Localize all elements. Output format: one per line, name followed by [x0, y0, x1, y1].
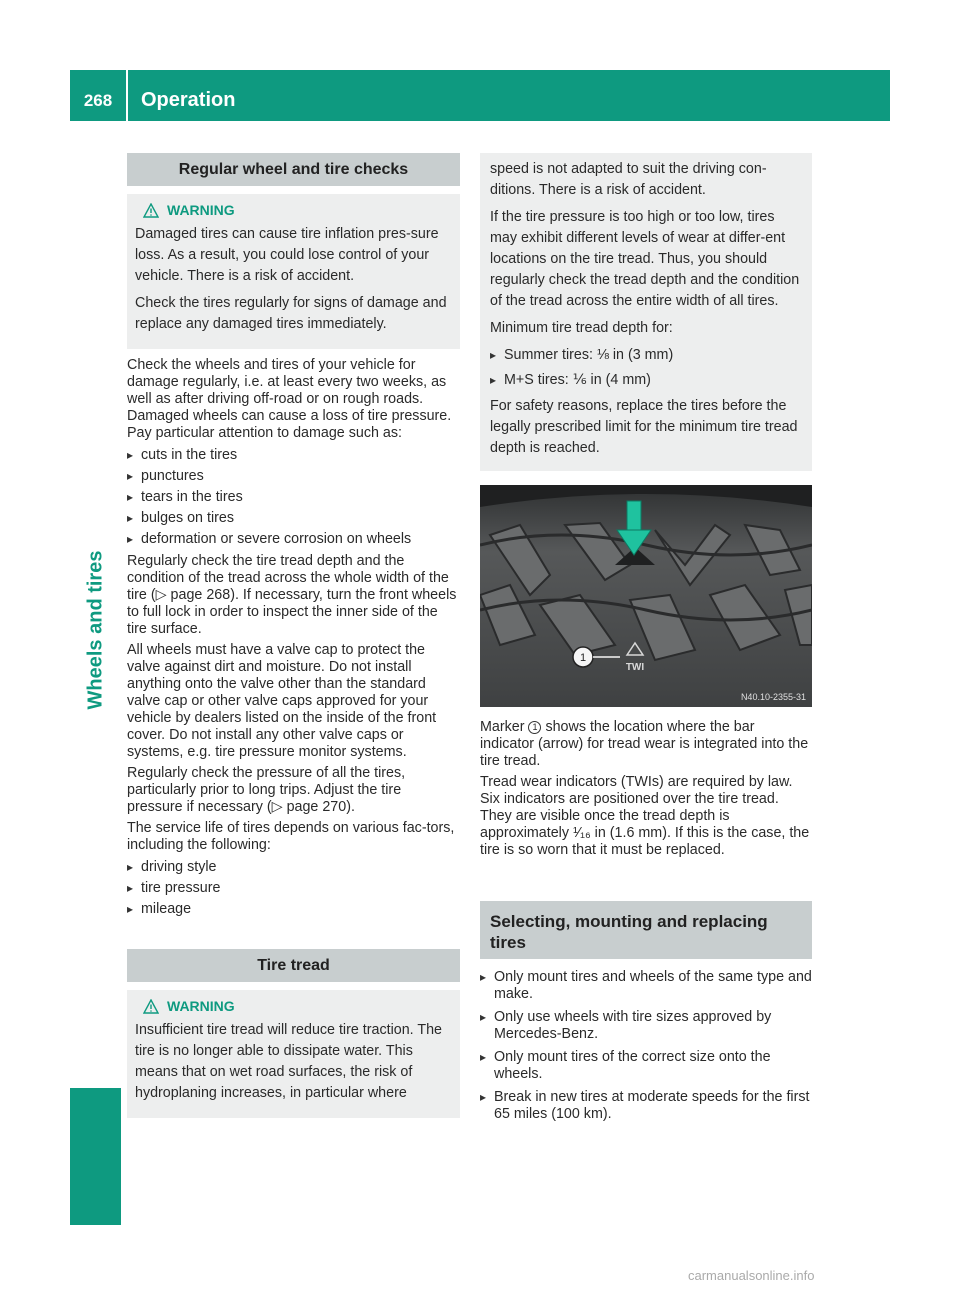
body-twi — [480, 719, 812, 859]
list-item: ▸ Only mount tires and wheels of the same type and make. — [480, 969, 812, 1003]
list-item: ▸ driving style — [127, 859, 460, 876]
twi-label: TWI — [625, 662, 645, 673]
warning-label: WARNING — [167, 202, 235, 218]
warning-box-continued — [480, 153, 812, 471]
warning-header — [143, 202, 452, 218]
list-item: ▸ mileage — [127, 901, 460, 918]
factors-list — [127, 859, 460, 918]
heading-selecting-tires: Selecting, mounting and replacing tires — [480, 901, 812, 959]
paragraph: Marker 1 shows the location where the bar indicator (arrow) for tread wear is integrated into the tire tread. — [480, 719, 809, 769]
warning-box-damaged-tires — [127, 194, 460, 349]
list-item: ▸ punctures — [127, 468, 460, 485]
figure-code: N40.10-2355-31 — [740, 692, 806, 702]
warning-text: Minimum tire tread depth for: — [490, 320, 673, 336]
heading-regular-checks: Regular wheel and tire checks — [127, 153, 460, 186]
list-item: ▸ cuts in the tires — [127, 447, 460, 464]
right-column — [480, 153, 812, 1129]
warning-text: Insufficient tire tread will reduce tire traction. The tire is no longer able to dissipate water. This means that on wet road surfaces, the risk of hydroplaning increases, in particular where — [135, 1022, 442, 1101]
warning-text: If the tire pressure is too high or too low, tires may exhibit different levels of wear at differ-ent locations on the tire tread. Thus, you should regularly check the tread depth and the condition of the tread across the entire width of all tires. — [490, 209, 800, 309]
warning-text: For safety reasons, replace the tires before the legally prescribed limit for the minimum tire tread depth is reached. — [490, 398, 798, 456]
left-column — [127, 153, 460, 1118]
damage-list — [127, 447, 460, 548]
paragraph: All wheels must have a valve cap to protect the valve against dirt and moisture. Do not install anything onto the valve other than the standard valve cap or other valve caps approved for your vehicle by dealers listed on the inside of the front cover. Do not install any other valve caps or systems, e.g. tire pressure monitor systems. — [127, 642, 437, 760]
depth-list — [490, 345, 804, 391]
list-item: ▸ Break in new tires at moderate speeds for the first 65 miles (100 km). — [480, 1089, 812, 1123]
list-item: ▸ Summer tires: ⅛ in (3 mm) — [490, 345, 804, 366]
paragraph: Check the wheels and tires of your vehicle for damage regularly, i.e. at least every two weeks, as well as after driving off-road or on rough roads. Damaged wheels can cause a loss of tire pressure. Pay particular attention to damage such as: — [127, 357, 452, 441]
mounting-list — [480, 969, 812, 1123]
warning-text: Damaged tires can cause tire inflation pres-sure loss. As a result, you could lose control of your vehicle. There is a risk of accident. — [135, 226, 439, 284]
warning-box-tire-tread — [127, 990, 460, 1118]
list-item: ▸ tears in the tires — [127, 489, 460, 506]
list-item: ▸ Only mount tires of the correct size onto the wheels. — [480, 1049, 812, 1083]
warning-triangle-icon — [143, 203, 159, 218]
tire-tread-illustration — [480, 485, 812, 707]
tire-tread-figure — [480, 485, 812, 707]
body-regular-checks — [127, 357, 460, 918]
list-item: ▸ deformation or severe corrosion on wheels — [127, 531, 460, 548]
warning-triangle-icon — [143, 999, 159, 1014]
svg-text:1: 1 — [579, 652, 587, 664]
paragraph: The service life of tires depends on various fac-tors, including the following: — [127, 820, 455, 853]
side-tab-label: Wheels and tires — [84, 550, 106, 710]
section-title: Operation — [141, 89, 236, 111]
paragraph: Regularly check the tire tread depth and the condition of the tread across the whole width of the tire (▷ page 268). If necessary, turn the front wheels to full lock in order to inspect the inner side of the tire surface. — [127, 553, 457, 637]
list-item: ▸ Only use wheels with tire sizes approved by Mercedes-Benz. — [480, 1009, 812, 1043]
page-number: 268 — [83, 91, 113, 110]
paragraph: Regularly check the pressure of all the tires, particularly prior to long trips. Adjust the tire pressure if necessary (▷ page 270). — [127, 765, 406, 815]
warning-header — [143, 998, 452, 1014]
paragraph: Tread wear indicators (TWIs) are required by law. Six indicators are positioned over the tire tread. They are visible once the tread depth is approximately ¹⁄₁₆ in (1.6 mm). If this is the case, the tire is so worn that it must be replaced. — [480, 774, 810, 858]
warning-text: speed is not adapted to suit the driving con-ditions. There is a risk of accident. — [490, 161, 767, 198]
header-divider — [126, 70, 128, 121]
warning-text: Check the tires regularly for signs of damage and replace any damaged tires immediately. — [135, 295, 447, 332]
list-item: ▸ bulges on tires — [127, 510, 460, 527]
marker-1-icon: 1 — [528, 721, 541, 734]
list-item: ▸ M+S tires: ⅙ in (4 mm) — [490, 370, 804, 391]
side-tab-block — [70, 1088, 121, 1225]
heading-tire-tread: Tire tread — [127, 949, 460, 982]
watermark: carmanualsonline.info — [688, 1268, 815, 1283]
list-item: ▸ tire pressure — [127, 880, 460, 897]
warning-label: WARNING — [167, 998, 235, 1014]
